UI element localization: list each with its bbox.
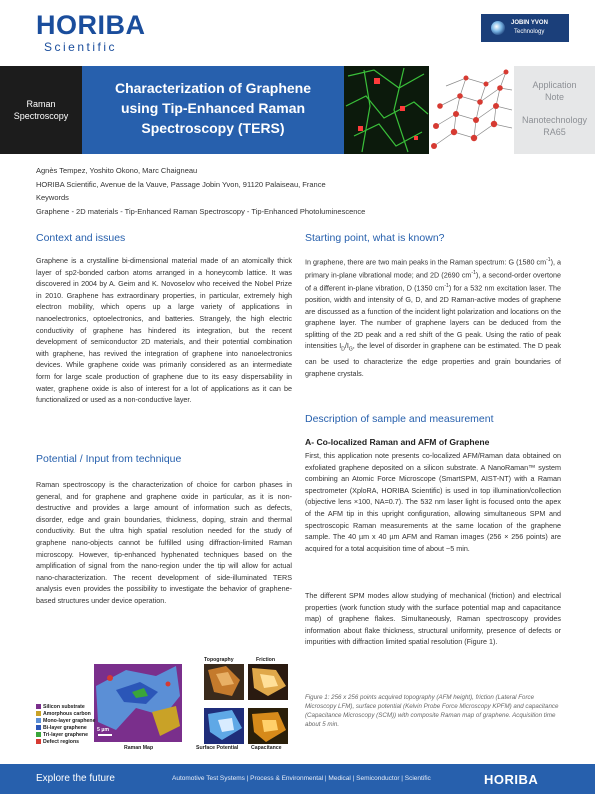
- figure-caption: Figure 1: 256 x 256 points acquired topography (AFM height), friction (Lateral Force Microscopy LFM), surface potential (Kelvin Probe Force Microscopy KPFM) and capacitance (Capacitance Microscopy (SCM)) with composite Raman map of graphene. Acquisition time about 5 min.: [305, 694, 559, 728]
- raman-map-label: Raman Map: [124, 745, 154, 751]
- topography-label: Topography: [204, 657, 234, 663]
- capacitance-label: Capacitance: [251, 745, 282, 751]
- figure-1: [36, 656, 292, 754]
- authors: Agnès Tempez, Yoshito Okono, Marc Chaigneau: [36, 166, 198, 175]
- potential-heading: Potential / Input from technique: [36, 453, 182, 465]
- legend-item: Tri-layer graphene: [36, 732, 88, 738]
- description-body-1: First, this application note presents co-localized AFM/Raman data obtained on exfoliated graphene deposited on a silicon substrate. A NanoRaman™ system combining an Atomic Force Microscope (SmartSPM, AIST-NT) with a Raman spectrometer (XploRA, HORIBA Scientific) is used in top illumination/collection (objective lens ×100, NA=0.7). The 532 nm laser light is focused onto the apex of the AFM tip in this upright configuration, allowing simultaneous SPM and spectroscopic Raman measurements at the same location of the graphene sample. The 40 µm x 40 µm AFM and Raman images (256 × 256 points) are acquired for a total acquisition time of about ~5 min.: [305, 451, 561, 553]
- footer-bar: [0, 764, 595, 794]
- legend-item: Defect regions: [36, 739, 79, 745]
- footer-logo: HORIBA: [484, 772, 539, 787]
- globe-icon: [491, 21, 505, 35]
- title-line3: Spectroscopy (TERS): [141, 120, 285, 136]
- document-type: [514, 66, 595, 154]
- badge-line1: JOBIN YVON: [511, 20, 548, 26]
- horiba-logo: HORIBA: [36, 10, 146, 40]
- section-a-heading: A- Co-localized Raman and AFM of Graphene: [305, 437, 490, 447]
- footer-tagline: Explore the future: [36, 773, 115, 784]
- friction-label: Friction: [256, 657, 276, 663]
- author-block: [36, 164, 556, 218]
- jobin-yvon-badge: [481, 14, 569, 42]
- topic-tag: [0, 66, 82, 154]
- legend-item: Mono-layer graphene: [36, 718, 95, 724]
- affiliation: HORIBA Scientific, Avenue de la Vauve, Passage Jobin Yvon, 91120 Palaiseau, France: [36, 179, 326, 189]
- doctype-line2: Note: [544, 92, 564, 102]
- topic-line2: Spectroscopy: [13, 111, 69, 121]
- logo-subtitle: Scientific: [44, 40, 118, 54]
- legend-item: Amorphous carbon: [36, 711, 91, 717]
- legend-item: Silicon substrate: [36, 704, 85, 710]
- legend-item: Bi-layer graphene: [36, 725, 87, 731]
- doctype-line3: Nanotechnology: [521, 115, 588, 125]
- badge-line2: Technology: [514, 29, 545, 35]
- surface-potential-label: Surface Potential: [196, 745, 239, 751]
- document-title: [82, 66, 344, 154]
- description-heading: Description of sample and measurement: [305, 413, 494, 425]
- starting-heading: Starting point, what is known?: [305, 232, 445, 244]
- context-body: Graphene is a crystalline bi-dimensional material made of an atomically thick layer of sp2-bonded carbon atoms arranged in a honeycomb lattice. It was discovered in 2004 by A. Geim and K. Novoselov who received the Nobel Prize in 2010. Graphene has extraordinary properties, in particular, extremely high electron mobility, which opens up a large variety of applications in nanoelectronics, optoelectronics, and batteries. Strangely, the high electric conductivity of graphene has hindered its integration, but the recent development of semiconductor 2D materials, and their potential combination with graphene, has revived the integration of graphene into nanoelectronics devices. While graphene oxide was primarily considered as an intermediate form for large scale production of graphene due to its easy dispersability in water, graphene oxide is also of interest for a lot of applications as it can be functionalized or used as a non-conductive layer.: [36, 256, 292, 405]
- graphene-illustration: [344, 66, 514, 154]
- context-heading: Context and issues: [36, 232, 126, 244]
- title-line2: using Tip-Enhanced Raman: [120, 100, 306, 116]
- keywords-label: Keywords: [36, 193, 69, 202]
- topic-line1: Raman: [26, 99, 56, 109]
- keywords: Graphene - 2D materials - Tip-Enhanced Raman Spectroscopy - Tip-Enhanced Photoluminescence: [36, 206, 366, 216]
- starting-body: In graphene, there are two main peaks in the Raman spectrum: G (1580 $cm^{-1}$), a primary in-plane vibrational mode; and 2D (2690 $cm^{-1}$), a second-order overtone of a different in-plane vibration, D (1350 $cm^{-1}$) for a 532 nm excitation laser. The position, width and intensity of G, D, and 2D Raman-active modes of graphene are discussed as a function of the incident light polarization and locations on the graphene layer. The number of graphene layers can be deduced from the splitting of the 2D peak and a red shift of the G peak. Using the ratio of peak intensities $I_D/I_G$, the level of disorder in graphene can be estimated. The D peak can be used to characterize the edge properties and grain boundaries of graphene crystals.: [305, 257, 561, 378]
- potential-body: Raman spectroscopy is the characterization of choice for carbon phases in general, and for graphene and graphene oxide in particular, as it is non-destructive and provides a large amount of information such as defects, disorder, edge and grain boundaries, thickness, doping, strain and thermal conductivity. But the ultra high spatial resolution needed for the study of graphene nano-objects cannot be fulfilled using diffraction-limited Raman microscopy. However, tip-enhanced hyphenated techniques based on the amplification of signal from the nano-region under the tip will allow for actual nano-characterization. The recent development of side-illuminated TERS analysis even provides the possibility to investigate the behavior of graphene-based structures under device operation.: [36, 480, 292, 605]
- scale-bar-label: 5 µm: [97, 727, 109, 733]
- doctype-line4: RA65: [543, 127, 566, 137]
- title-line1: Characterization of Graphene: [114, 80, 312, 96]
- description-body-2: The different SPM modes allow studying of mechanical (friction) and electrical properties (work function study with the surface potential map and capacitance map) of graphene flakes. Simultaneously, Raman spectroscopy provides information about flake thickness, structural uniformity, presence of defects or impurities with diffraction limited spatial resolution (Figure 1).: [305, 591, 561, 647]
- doctype-line1: Application: [532, 80, 577, 90]
- footer-business-areas: Automotive Test Systems | Process & Environmental | Medical | Semiconductor | Scientific: [172, 775, 431, 782]
